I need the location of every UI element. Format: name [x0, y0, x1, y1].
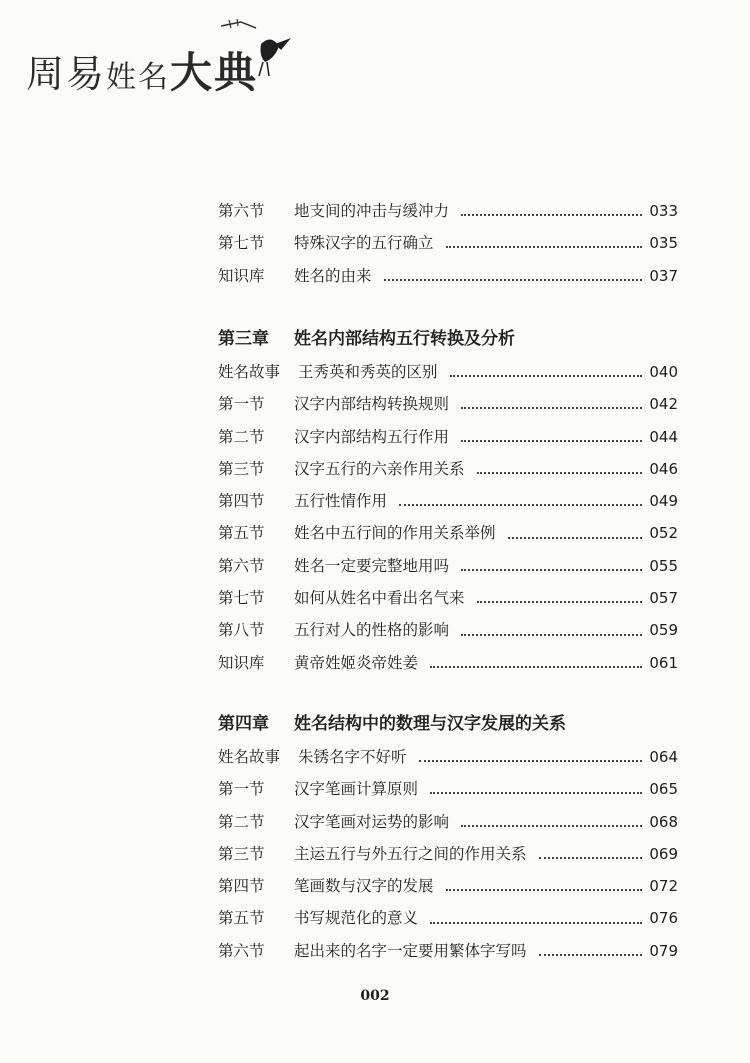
book-title-part-1: 周易 — [26, 52, 107, 96]
toc-entry[interactable] — [218, 902, 678, 934]
entry-page: 035 — [649, 234, 678, 253]
entry-label: 知识库 — [218, 653, 265, 672]
entry-label: 姓名故事 — [218, 748, 281, 766]
leader-dots — [477, 601, 642, 603]
entry-label: 第二节 — [218, 427, 265, 446]
entry-label: 第三节 — [218, 844, 265, 863]
toc-entry[interactable] — [218, 614, 678, 646]
entry-page: 037 — [649, 266, 678, 285]
entry-label: 第一节 — [218, 780, 265, 799]
entry-label: 第二节 — [218, 812, 265, 831]
entry-label: 第七节 — [218, 589, 265, 608]
entry-page: 055 — [649, 556, 678, 575]
entry-page: 042 — [649, 395, 678, 414]
entry-title: 特殊汉字的五行确立 — [294, 234, 434, 253]
toc-entry[interactable] — [218, 227, 678, 259]
entry-page: 061 — [649, 653, 678, 672]
entry-label: 第四节 — [218, 492, 265, 511]
entry-label: 第五节 — [218, 909, 265, 928]
toc-entry[interactable] — [218, 260, 678, 292]
entry-title: 如何从姓名中看出名气来 — [294, 589, 465, 608]
entry-title: 姓名一定要完整地用吗 — [294, 556, 450, 575]
entry-title: 黄帝姓姬炎帝姓姜 — [294, 653, 419, 672]
toc-section-chapter-4 — [218, 707, 678, 967]
entry-page: 076 — [649, 909, 678, 928]
toc-entry[interactable] — [218, 195, 678, 227]
chapter-title: 姓名内部结构五行转换及分析 — [294, 329, 515, 349]
leader-dots — [430, 922, 642, 924]
entry-page: 044 — [649, 427, 678, 446]
entry-title: 汉字笔画计算原则 — [294, 780, 419, 799]
leader-dots — [461, 214, 642, 216]
entry-title: 汉字五行的六亲作用关系 — [294, 459, 465, 478]
entry-label: 姓名故事 — [218, 363, 281, 381]
chapter-title: 姓名结构中的数理与汉字发展的关系 — [294, 714, 566, 734]
entry-page: 079 — [649, 941, 678, 960]
entry-title: 王秀英和秀英的区别 — [298, 363, 438, 381]
toc-entry[interactable] — [218, 647, 678, 679]
entry-page: 069 — [649, 844, 678, 863]
entry-page: 064 — [649, 748, 678, 766]
chapter-heading[interactable] — [218, 707, 678, 741]
entry-title: 汉字内部结构五行作用 — [294, 427, 450, 446]
entry-page: 065 — [649, 780, 678, 799]
entry-page: 040 — [649, 363, 678, 381]
leader-dots — [461, 569, 642, 571]
entry-page: 046 — [649, 459, 678, 478]
page-number: 002 — [360, 988, 390, 1004]
leader-dots — [430, 792, 642, 794]
entry-title: 姓名中五行间的作用关系举例 — [294, 524, 496, 543]
leader-dots — [384, 279, 642, 281]
chapter-heading[interactable] — [218, 322, 678, 356]
toc-entry[interactable] — [218, 773, 678, 805]
toc-section-continued — [218, 195, 678, 292]
entry-label: 第四节 — [218, 877, 265, 896]
entry-page: 057 — [649, 589, 678, 608]
leader-dots — [461, 634, 642, 636]
entry-label: 第六节 — [218, 941, 265, 960]
leader-dots — [399, 504, 642, 506]
toc-entry[interactable] — [218, 421, 678, 453]
leader-dots — [446, 889, 642, 891]
leader-dots — [539, 857, 642, 859]
book-title-part-2: 姓名 — [106, 60, 171, 95]
entry-page: 052 — [649, 524, 678, 543]
entry-page: 059 — [649, 621, 678, 640]
leader-dots — [461, 825, 642, 827]
entry-title: 姓名的由来 — [294, 266, 372, 285]
leader-dots — [508, 537, 642, 539]
toc-section-chapter-3 — [218, 322, 678, 679]
entry-title: 汉字内部结构转换规则 — [294, 395, 450, 414]
toc-entry[interactable] — [218, 388, 678, 420]
leader-dots — [450, 375, 642, 377]
toc-entry[interactable] — [218, 838, 678, 870]
entry-title: 书写规范化的意义 — [294, 909, 419, 928]
book-title-part-3: 大典 — [170, 48, 259, 97]
toc-entry[interactable] — [218, 935, 678, 967]
entry-label: 第三节 — [218, 459, 265, 478]
toc-entry[interactable] — [218, 870, 678, 902]
entry-page: 072 — [649, 877, 678, 896]
leader-dots — [539, 954, 642, 956]
leader-dots — [430, 666, 642, 668]
entry-title: 汉字笔画对运势的影响 — [294, 812, 450, 831]
entry-label: 第七节 — [218, 234, 265, 253]
toc-entry[interactable] — [218, 582, 678, 614]
entry-title: 笔画数与汉字的发展 — [294, 877, 434, 896]
entry-title: 五行性情作用 — [294, 492, 388, 511]
leader-dots — [461, 407, 642, 409]
entry-page: 068 — [649, 812, 678, 831]
entry-page: 033 — [649, 202, 678, 220]
entry-label: 第八节 — [218, 621, 265, 640]
entry-title: 起出来的名字一定要用繁体字写吗 — [294, 941, 527, 960]
ink-bird-illustration — [201, 14, 296, 84]
chapter-label: 第四章 — [218, 714, 269, 734]
entry-title: 主运五行与外五行之间的作用关系 — [294, 844, 527, 863]
entry-label: 第五节 — [218, 524, 265, 543]
toc-entry[interactable] — [218, 806, 678, 838]
entry-label: 知识库 — [218, 266, 265, 285]
toc-entry[interactable] — [218, 356, 678, 388]
toc-entry[interactable] — [218, 550, 678, 582]
entry-label: 第一节 — [218, 395, 265, 414]
leader-dots — [461, 440, 642, 442]
entry-title: 五行对人的性格的影响 — [294, 621, 450, 640]
entry-title: 朱锈名字不好听 — [298, 748, 407, 766]
leader-dots — [446, 246, 642, 248]
entry-page: 049 — [649, 492, 678, 511]
leader-dots — [419, 760, 642, 762]
toc-entry[interactable] — [218, 741, 678, 773]
toc-entry[interactable] — [218, 517, 678, 549]
entry-label: 第六节 — [218, 556, 265, 575]
leader-dots — [477, 472, 642, 474]
chapter-label: 第三章 — [218, 329, 269, 349]
toc-entry[interactable] — [218, 485, 678, 517]
toc-entry[interactable] — [218, 453, 678, 485]
entry-title: 地支间的冲击与缓冲力 — [294, 202, 450, 220]
book-header — [26, 14, 296, 104]
entry-label: 第六节 — [218, 202, 265, 220]
